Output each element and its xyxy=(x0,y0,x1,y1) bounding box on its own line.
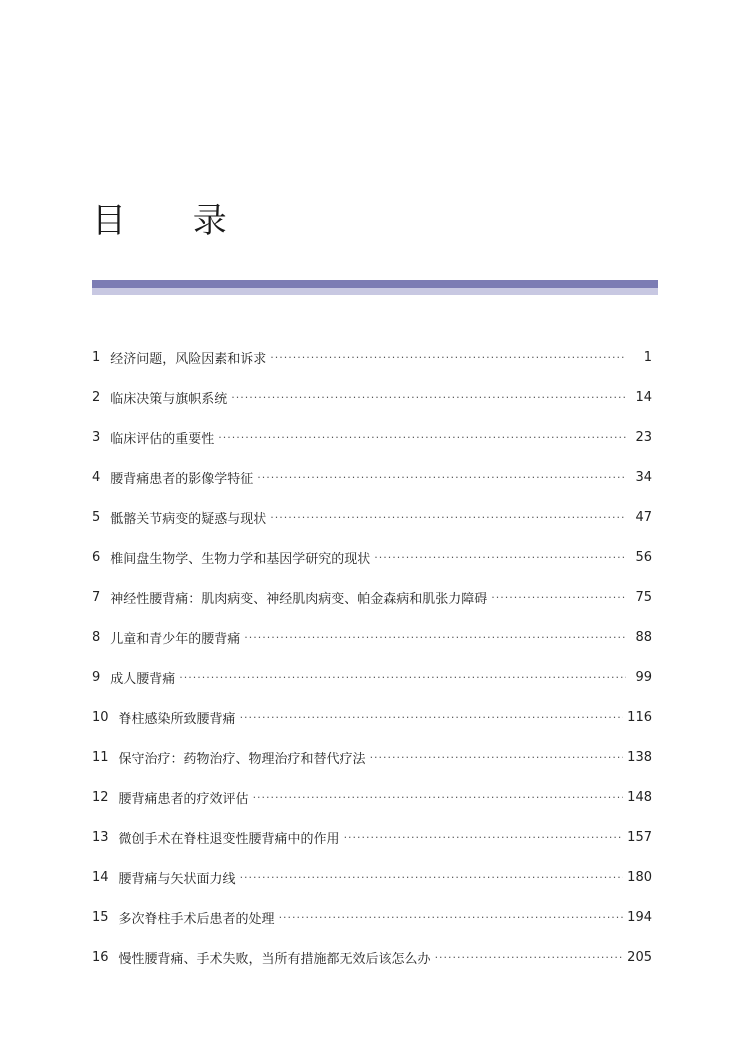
toc-dot-leader xyxy=(374,551,626,564)
toc-page-number: 34 xyxy=(635,469,652,485)
toc-chapter-number: 8 xyxy=(92,629,101,645)
toc-chapter-number: 5 xyxy=(92,509,101,525)
toc-page-number: 157 xyxy=(627,829,652,845)
toc-dot-leader xyxy=(279,911,624,924)
toc-chapter-number: 10 xyxy=(92,709,109,725)
toc-entry[interactable] xyxy=(92,777,652,817)
toc-dot-leader xyxy=(231,391,626,404)
toc-entry[interactable] xyxy=(92,617,652,657)
toc-chapter-number: 6 xyxy=(92,549,101,565)
toc-entry[interactable] xyxy=(92,817,652,857)
title-rule-dark-bar xyxy=(92,280,658,288)
toc-dot-leader xyxy=(240,871,624,884)
table-of-contents xyxy=(92,337,652,977)
toc-entry[interactable] xyxy=(92,657,652,697)
toc-entry[interactable] xyxy=(92,337,652,377)
toc-page-number: 56 xyxy=(635,549,652,565)
toc-chapter-number: 2 xyxy=(92,389,101,405)
toc-page-number: 194 xyxy=(627,909,652,925)
toc-entry[interactable] xyxy=(92,937,652,977)
toc-chapter-title: 骶髂关节病变的疑惑与现状 xyxy=(110,511,267,527)
toc-dot-leader xyxy=(244,631,626,644)
toc-page-number: 148 xyxy=(627,789,652,805)
toc-chapter-title: 神经性腰背痛：肌肉病变、神经肌肉病变、帕金森病和肌张力障碍 xyxy=(110,591,488,607)
toc-dot-leader xyxy=(253,791,624,804)
toc-chapter-title: 多次脊柱手术后患者的处理 xyxy=(118,911,275,927)
toc-page-number: 23 xyxy=(635,429,652,445)
toc-page-number: 88 xyxy=(635,629,652,645)
toc-chapter-title: 临床决策与旗帜系统 xyxy=(110,391,228,407)
toc-chapter-title: 脊柱感染所致腰背痛 xyxy=(118,711,236,727)
toc-page-number: 180 xyxy=(627,869,652,885)
toc-entry[interactable] xyxy=(92,497,652,537)
toc-chapter-title: 儿童和青少年的腰背痛 xyxy=(110,631,241,647)
toc-entry[interactable] xyxy=(92,577,652,617)
toc-page-number: 14 xyxy=(635,389,652,405)
toc-dot-leader xyxy=(344,831,624,844)
toc-entry[interactable] xyxy=(92,537,652,577)
toc-chapter-title: 腰背痛与矢状面力线 xyxy=(118,871,236,887)
toc-chapter-number: 7 xyxy=(92,589,101,605)
title-rule xyxy=(92,280,658,295)
toc-chapter-number: 12 xyxy=(92,789,109,805)
toc-chapter-title: 保守治疗：药物治疗、物理治疗和替代疗法 xyxy=(118,751,366,767)
toc-chapter-title: 微创手术在脊柱退变性腰背痛中的作用 xyxy=(118,831,340,847)
toc-chapter-title: 临床评估的重要性 xyxy=(110,431,215,447)
title-rule-light-bar xyxy=(92,288,658,295)
toc-page-number: 116 xyxy=(627,709,652,725)
toc-page-number: 75 xyxy=(635,589,652,605)
toc-chapter-title: 椎间盘生物学、生物力学和基因学研究的现状 xyxy=(110,551,371,567)
toc-chapter-number: 16 xyxy=(92,949,109,965)
toc-page-number: 205 xyxy=(627,949,652,965)
toc-page-number: 1 xyxy=(643,349,652,365)
toc-chapter-number: 9 xyxy=(92,669,101,685)
toc-chapter-number: 14 xyxy=(92,869,109,885)
toc-chapter-title: 腰背痛患者的影像学特征 xyxy=(110,471,254,487)
toc-chapter-number: 15 xyxy=(92,909,109,925)
toc-dot-leader xyxy=(257,471,626,484)
toc-page-number: 47 xyxy=(635,509,652,525)
toc-dot-leader xyxy=(435,951,624,964)
toc-entry[interactable] xyxy=(92,377,652,417)
toc-entry[interactable] xyxy=(92,417,652,457)
toc-dot-leader xyxy=(270,351,626,364)
toc-dot-leader xyxy=(270,511,626,524)
toc-entry[interactable] xyxy=(92,737,652,777)
toc-page-number: 99 xyxy=(635,669,652,685)
toc-dot-leader xyxy=(179,671,626,684)
toc-chapter-title: 慢性腰背痛、手术失败，当所有措施都无效后该怎么办 xyxy=(118,951,431,967)
toc-chapter-number: 4 xyxy=(92,469,101,485)
toc-dot-leader xyxy=(240,711,624,724)
toc-dot-leader xyxy=(370,751,624,764)
toc-chapter-number: 1 xyxy=(92,349,101,365)
page-title: 目 录 xyxy=(92,200,255,241)
toc-page-number: 138 xyxy=(627,749,652,765)
toc-dot-leader xyxy=(491,591,626,604)
toc-chapter-title: 经济问题，风险因素和诉求 xyxy=(110,351,267,367)
toc-chapter-number: 11 xyxy=(92,749,109,765)
toc-entry[interactable] xyxy=(92,457,652,497)
toc-entry[interactable] xyxy=(92,697,652,737)
toc-chapter-title: 成人腰背痛 xyxy=(110,671,176,687)
toc-chapter-title: 腰背痛患者的疗效评估 xyxy=(118,791,249,807)
toc-dot-leader xyxy=(218,431,626,444)
toc-entry[interactable] xyxy=(92,857,652,897)
toc-chapter-number: 13 xyxy=(92,829,109,845)
toc-entry[interactable] xyxy=(92,897,652,937)
toc-chapter-number: 3 xyxy=(92,429,101,445)
